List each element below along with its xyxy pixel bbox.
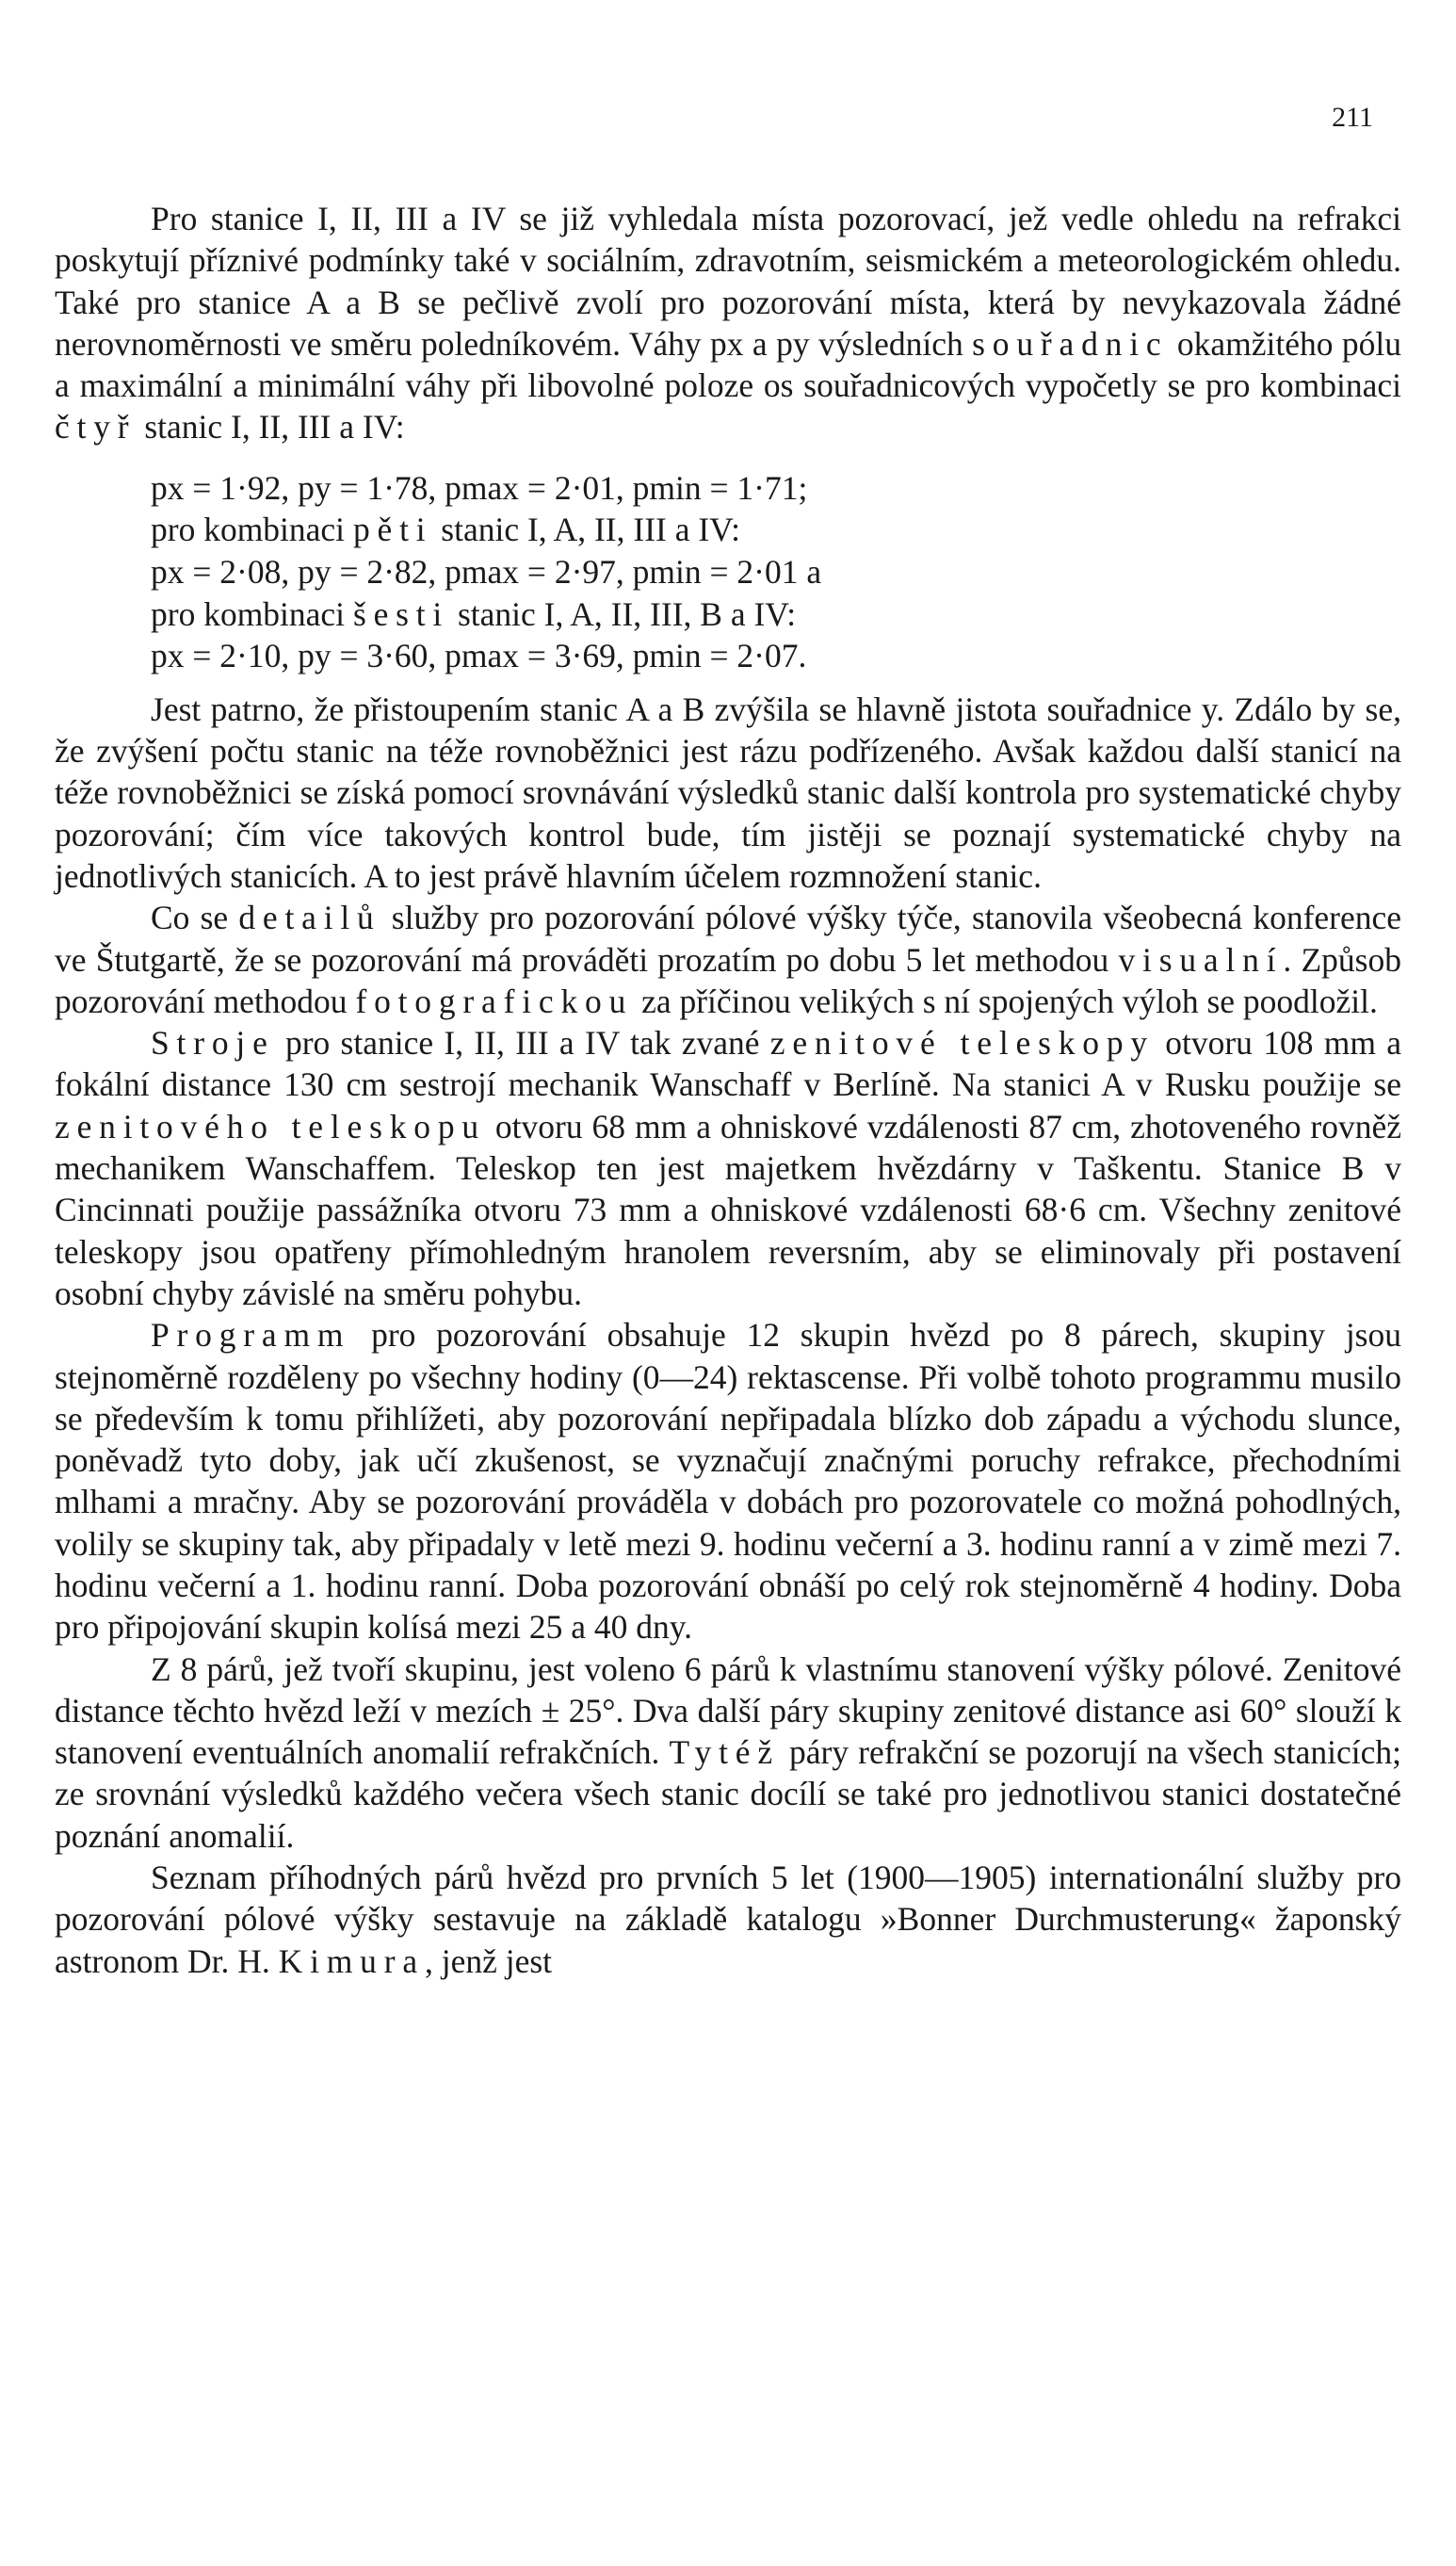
spaced-text: Tytéž [669, 1733, 780, 1772]
weight-formulas [151, 467, 1401, 677]
spaced-text: Stroje [151, 1024, 275, 1063]
spaced-text: zenitového teleskopu [55, 1107, 486, 1145]
formula-line: px = 2·10, py = 3·60, pmax = 3·69, pmin = 2·07. [151, 637, 807, 675]
formula-caption [151, 509, 1401, 551]
text: otvoru 68 mm a ohniskové vzdálenosti 87 cm, zhotoveného rovněž mechanikem Wanschaffem. Teleskop ten jest majetkem hvězdárny v Taškentu. Stanice B v Cincinnati použije passážníka otvoru 73 mm a ohniskové vzdálenosti 68·6 cm. Všechny zenitové teleskopy jsou opatřeny přímohledným hranolem reversním, aby se eliminovaly při postavení osobní chyby závislé na směru pohybu. [55, 1107, 1401, 1312]
spaced-text: zenitové teleskopy [769, 1024, 1155, 1063]
formula-line: px = 2·08, py = 2·82, pmax = 2·97, pmin = 2·01 a [151, 552, 822, 591]
text: Z 8 párů, jež tvoří skupinu, jest voleno 6 párů k vlastnímu stanovení výšky pólové. Zenitové distance těchto hvězd leží v mezích ± 25°. Dva další páry skupiny zenitové distance asi 60° slouží k stanovení eventuálních anomalií refrakčních. [55, 1649, 1401, 1772]
spaced-text: visualní [1118, 940, 1284, 979]
spaced-text: souřadnic [972, 324, 1169, 363]
formula-line: px = 1·92, py = 1·78, pmax = 2·01, pmin = 1·71; [151, 468, 808, 507]
text: , jenž jest [424, 1941, 553, 1980]
text: Co se [151, 899, 239, 937]
spaced-text: Kimura [278, 1941, 425, 1980]
text: otvoru 108 mm a fokální distance 130 cm sestrojí mechanik Wanschaff v Berlíně. Na stanici A v Rusku použije se [55, 1024, 1401, 1104]
spaced-text: čtyř [55, 408, 137, 447]
paragraph-details [55, 897, 1401, 1022]
paragraph-stations [55, 198, 1401, 448]
paragraph-pairs [55, 1648, 1401, 1857]
text: pro kombinaci [151, 511, 353, 549]
text: Pro stanice I, II, III a IV se již vyhledala místa pozorovací, jež vedle ohledu na refrakci poskytují příznivé podmínky také v sociálním, zdravotním, seismickém a meteorologickém ohledu. Také pro stanice A a B se pečlivě zvolí pro pozorování místa, která by nevykazovala žádné nerovnoměrnosti ve směru poledníkovém. Váhy px a py výsledních [55, 200, 1401, 363]
formula-caption [151, 593, 1401, 636]
paragraph-accuracy: Jest patrno, že přistoupením stanic A a B zvýšila se hlavně jistota souřadnice y. Zdálo by se, že zvýšení počtu stanic na téže rovnoběžnici jest rázu podřízeného. Avšak každou další stanicí na téže rovnoběžnici se získá pomocí srovnávání výsledků stanic další kontrola pro systematické chyby pozorování; čím více takových kontrol bude, tím jistěji se poznají systematické chyby na jednotlivých stanicích. A to jest právě hlavním účelem rozmnožení stanic. [55, 690, 1401, 895]
paragraph-catalogue [55, 1857, 1401, 1982]
text: za příčinou velikých s ní spojených výloh se poodložil. [633, 982, 1378, 1020]
spaced-text: pěti [352, 511, 433, 549]
text: pro stanice I, II, III a IV tak zvané [274, 1024, 770, 1063]
text: služby pro pozorování pólové výšky týče, stanovila všeobecná konference ve Štutgartě, že se pozorování má prováděti prozatím po dobu 5 let methodou [55, 899, 1401, 979]
paragraph-programme [55, 1314, 1401, 1648]
text: páry refrakční se pozorují na všech stanicích; ze srovnání výsledků každého večera všech stanic docílí se také pro jednotlivou stanici dostatečné poznání anomalií. [55, 1733, 1401, 1855]
text: stanic I, A, II, III a IV: [432, 511, 741, 549]
text: pro pozorování obsahuje 12 skupin hvězd po 8 párech, skupiny jsou stejnoměrně rozděleny po všechny hodiny (0—24) rektascense. Při volbě tohoto programmu musilo se především k tomu přihlížeti, aby pozorování nepřipadala blízko dob západu a východu slunce, poněvadž tyto doby, jak učí zkušenost, se vyznačují značnými poruchy refrakce, přechodními mlhami a mračny. Aby se pozorování prováděla v dobách pro pozorovatele co možná pohodlných, volily se skupiny tak, aby připadaly v letě mezi 9. hodinu večerní a 3. hodinu ranní a v zimě mezi 7. hodinu večerní a 1. hodinu ranní. Doba pozorování obnáší po celý rok stejnoměrně 4 hodiny. Doba pro připojování skupin kolísá mezi 25 a 40 dny. [55, 1316, 1401, 1647]
text: stanic I, A, II, III, B a IV: [449, 594, 797, 633]
spaced-text: šesti [352, 594, 450, 633]
text: . Způsob pozorování methodou [55, 940, 1401, 1020]
text: okamžitého pólu a maximální a minimální váhy při libovolné poloze os souřadnicových vypočetly se pro kombinaci [55, 324, 1401, 405]
text: stanic I, II, III a IV: [136, 408, 405, 447]
text: pro kombinaci [151, 594, 353, 633]
page-number: 211 [1332, 102, 1373, 133]
spaced-text: Programm [151, 1316, 351, 1355]
spaced-text: detailů [238, 899, 381, 937]
text: Seznam příhodných párů hvězd pro prvních 5 let (1900—1905) internationální služby pro pozorování pólové výšky sestavuje na základě katalogu »Bonner Durchmusterung« žaponský astronom Dr. H. [55, 1859, 1401, 1980]
page-body [55, 198, 1401, 1982]
paragraph-instruments [55, 1022, 1401, 1314]
spaced-text: fotografickou [355, 982, 634, 1020]
